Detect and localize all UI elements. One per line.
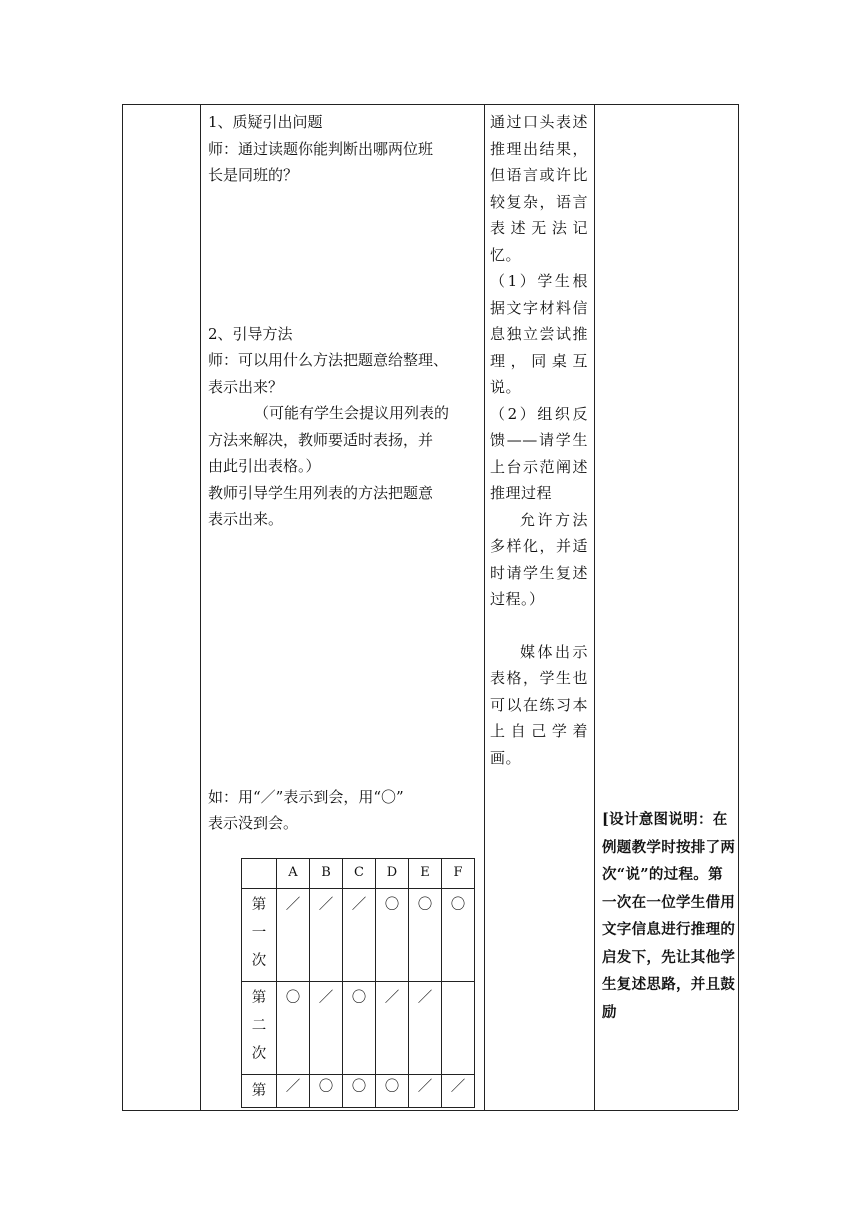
row-label-char: 第 xyxy=(251,897,267,913)
step2-note-line2: 方法来解决，教师要适时表扬，并 xyxy=(208,430,434,449)
example-line1: 如：用“／”表示到会，用“〇” xyxy=(208,787,404,806)
table-cell: ／ xyxy=(310,982,343,1075)
table-cell: 〇 xyxy=(310,1075,343,1108)
student-activity-p2: （1）学生根据文字材料信息独立尝试推理，同桌互说。 xyxy=(490,272,588,396)
column-divider-1 xyxy=(200,104,201,1110)
table-cell: ／ xyxy=(409,982,442,1075)
table-cell: 〇 xyxy=(442,889,475,982)
student-activity-p1: 通过口头表述推理出结果，但语言或许比较复杂，语言表述无法记忆。 xyxy=(490,113,588,264)
table-cell: 〇 xyxy=(277,982,310,1075)
step1-question-line2: 长是同班的？ xyxy=(208,166,299,184)
step1-question-line1: 师：通过读题你能判断出哪两位班 xyxy=(208,139,434,158)
step2-note-line3: 由此引出表格。） xyxy=(208,457,321,475)
attendance-header-row xyxy=(242,859,475,889)
teaching-process-column xyxy=(208,109,480,837)
table-row xyxy=(242,889,475,982)
header-cell: A xyxy=(277,859,310,889)
header-cell: C xyxy=(343,859,376,889)
attendance-table xyxy=(241,858,475,1108)
student-activity-p4: 允许方法多样化，并适时请学生复述过程。） xyxy=(490,510,588,608)
row-label-char: 第 xyxy=(251,1083,267,1099)
table-cell: 〇 xyxy=(376,1075,409,1108)
row-label-char: 第 xyxy=(251,990,267,1006)
design-intent-column xyxy=(602,806,736,1026)
step2-question-line1: 师：可以用什么方法把题意给整理、 xyxy=(208,351,449,369)
table-cell: 〇 xyxy=(343,982,376,1075)
table-cell: ／ xyxy=(277,889,310,982)
step2-question-line2: 表示出来？ xyxy=(208,377,284,396)
student-activity-p5: 媒体出示表格，学生也可以在练习本上自己学着画。 xyxy=(490,642,588,767)
header-cell: E xyxy=(409,859,442,889)
table-row xyxy=(242,1075,475,1108)
student-activity-column xyxy=(490,109,588,771)
row-label-char: 次 xyxy=(251,953,267,969)
table-cell: ／ xyxy=(442,1075,475,1108)
row-label xyxy=(242,889,277,982)
table-cell: ／ xyxy=(376,982,409,1075)
step2-title: 2、引导方法 xyxy=(208,324,293,343)
row-label-char: 二 xyxy=(251,1018,267,1034)
table-cell: 〇 xyxy=(376,889,409,982)
step2-note-line1: （可能有学生会提议用列表的 xyxy=(254,404,450,422)
header-cell: D xyxy=(376,859,409,889)
table-top-border xyxy=(122,104,738,105)
table-cell: 〇 xyxy=(343,1075,376,1108)
table-left-border xyxy=(122,104,123,1110)
table-cell: 〇 xyxy=(409,889,442,982)
step1-title: 1、质疑引出问题 xyxy=(208,113,323,131)
row-label-char: 次 xyxy=(251,1046,267,1062)
row-label-char: 一 xyxy=(251,925,267,941)
table-cell: ／ xyxy=(310,889,343,982)
corner-cell xyxy=(242,859,277,889)
table-cell xyxy=(442,982,475,1075)
row-label xyxy=(242,1075,277,1108)
column-divider-3 xyxy=(594,104,595,1110)
student-activity-p3: （2）组织反馈——请学生上台示范阐述推理过程 xyxy=(490,404,588,502)
design-intent-text: [设计意图说明：在例题教学时按排了两次“说”的过程。第一次在一位学生借用文字信息进行推理的启发下，先让其他学生复述思路，并且鼓励 xyxy=(602,811,736,1021)
header-cell: F xyxy=(442,859,475,889)
row-label xyxy=(242,982,277,1075)
table-row xyxy=(242,982,475,1075)
table-cell: ／ xyxy=(409,1075,442,1108)
step2-guide-line2: 表示出来。 xyxy=(208,510,284,528)
table-bottom-border xyxy=(122,1110,738,1111)
table-cell: ／ xyxy=(343,889,376,982)
table-cell: ／ xyxy=(277,1075,310,1108)
table-right-border xyxy=(738,104,739,1110)
step2-guide-line1: 教师引导学生用列表的方法把题意 xyxy=(208,483,434,502)
header-cell: B xyxy=(310,859,343,889)
example-line2: 表示没到会。 xyxy=(208,814,299,832)
column-divider-2 xyxy=(484,104,485,1110)
